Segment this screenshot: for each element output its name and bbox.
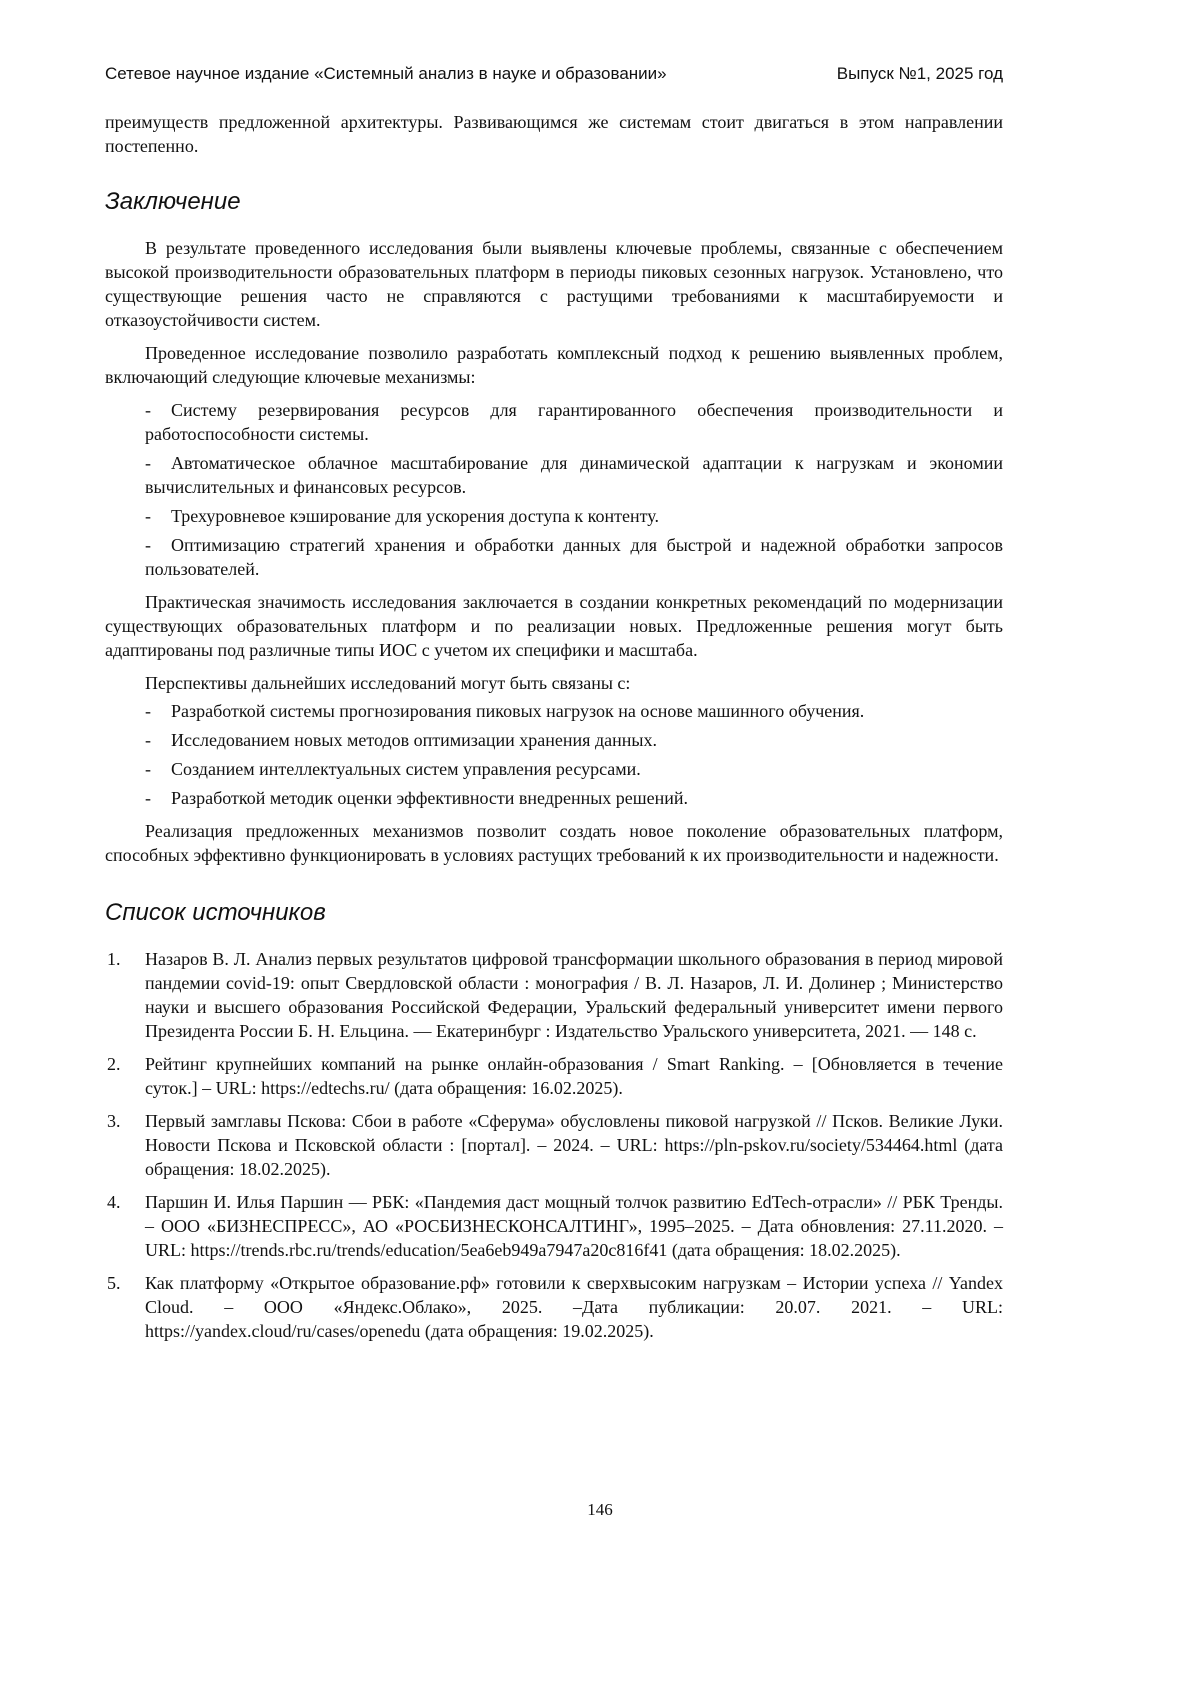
list-item-text: Созданием интеллектуальных систем управления ресурсами. [171,759,641,779]
bullet-dash: - [145,699,171,723]
reference-item [105,1190,1003,1262]
list-item [145,728,1003,752]
paragraph: В результате проведенного исследования были выявлены ключевые проблемы, связанные с обеспечением высокой производительности образовательных платформ в периоды пиковых сезонных нагрузок. Установлено, что существующие решения часто не справляются с растущими требованиями к масштабируемости и отказоустойчивости систем. [105,236,1003,332]
bullet-dash: - [145,757,171,781]
page-content [105,110,1003,1352]
paragraph: Практическая значимость исследования заключается в создании конкретных рекомендаций по модернизации существующих образовательных платформ и по реализации новых. Предложенные решения могут быть адаптированы под различные типы ИОС с учетом их специфики и масштаба. [105,590,1003,662]
reference-text: Рейтинг крупнейших компаний на рынке онлайн-образования / Smart Ranking. – [Обновляется в течение суток.] – URL: https://edtechs.ru/ (дата обращения: 16.02.2025). [145,1054,1003,1098]
list-item [145,699,1003,723]
journal-title: Сетевое научное издание «Системный анализ в науке и образовании» [105,64,667,84]
reference-text: Первый замглавы Пскова: Сбои в работе «Сферума» обусловлены пиковой нагрузкой // Псков. Великие Луки. Новости Пскова и Псковской области : [портал]. – 2024. – URL: https://pln-pskov.ru/society/534464.html (дата обращения: 18.02.2025). [145,1111,1003,1179]
reference-number: 5. [107,1271,121,1295]
bullet-dash: - [145,533,171,557]
bullet-dash: - [145,451,171,475]
list-item-text: Оптимизацию стратегий хранения и обработки данных для быстрой и надежной обработки запросов пользователей. [145,535,1003,579]
paragraph: Реализация предложенных механизмов позволит создать новое поколение образовательных платформ, способных эффективно функционировать в условиях растущих требований к их производительности и надежности. [105,819,1003,867]
list-item [145,451,1003,499]
reference-text: Назаров В. Л. Анализ первых результатов цифровой трансформации школьного образования в период мировой пандемии covid-19: опыт Свердловской области : монография / В. Л. Назаров, Л. И. Долинер ; Министерство науки и высшего образования Российской Федерации, Уральский федеральный университет имени первого Президента России Б. Н. Ельцина. — Екатеринбург : Издательство Уральского университета, 2021. — 148 с. [145,949,1003,1041]
list-item-text: Исследованием новых методов оптимизации хранения данных. [171,730,657,750]
reference-number: 1. [107,947,121,971]
list-item [145,786,1003,810]
list-item-text: Автоматическое облачное масштабирование для динамической адаптации к нагрузкам и экономии вычислительных и финансовых ресурсов. [145,453,1003,497]
reference-number: 2. [107,1052,121,1076]
references-heading: Список источников [105,901,1003,925]
reference-item [105,1271,1003,1343]
list-item [145,533,1003,581]
bullet-dash: - [145,786,171,810]
page-number: 146 [0,1500,1200,1520]
bullet-dash: - [145,398,171,422]
reference-item [105,1109,1003,1181]
reference-number: 3. [107,1109,121,1133]
bullet-dash: - [145,504,171,528]
list-item-text: Разработкой методик оценки эффективности внедренных решений. [171,788,688,808]
reference-item [105,947,1003,1043]
paragraph: Проведенное исследование позволило разработать комплексный подход к решению выявленных проблем, включающий следующие ключевые механизмы: [105,341,1003,389]
list-item [145,504,1003,528]
reference-text: Как платформу «Открытое образование.рф» готовили к сверхвысоким нагрузкам – Истории успеха // Yandex Cloud. – ООО «Яндекс.Облако», 2025. –Дата публикации: 20.07. 2021. – URL: https://yandex.cloud/ru/cases/openedu (дата обращения: 19.02.2025). [145,1273,1003,1341]
list-item [145,757,1003,781]
conclusion-heading: Заключение [105,190,1003,214]
issue-label: Выпуск №1, 2025 год [837,64,1003,84]
references-list [105,947,1003,1343]
mechanisms-list [105,398,1003,581]
reference-item [105,1052,1003,1100]
list-item [145,398,1003,446]
list-item-text: Разработкой системы прогнозирования пиковых нагрузок на основе машинного обучения. [171,701,864,721]
reference-number: 4. [107,1190,121,1214]
bullet-dash: - [145,728,171,752]
list-item-text: Систему резервирования ресурсов для гарантированного обеспечения производительности и работоспособности системы. [145,400,1003,444]
list-item-text: Трехуровневое кэширование для ускорения доступа к контенту. [171,506,659,526]
paragraph: Перспективы дальнейших исследований могут быть связаны с: [105,671,1003,695]
intro-paragraph: преимуществ предложенной архитектуры. Развивающимся же системам стоит двигаться в этом направлении постепенно. [105,110,1003,158]
reference-text: Паршин И. Илья Паршин — РБК: «Пандемия даст мощный толчок развитию EdTech-отрасли» // РБК Тренды. – ООО «БИЗНЕСПРЕСС», АО «РОСБИЗНЕСКОНСАЛТИНГ», 1995–2025. – Дата обновления: 27.11.2020. – URL: https://trends.rbc.ru/trends/education/5ea6eb949a7947a20c816f41 (дата обращения: 18.02.2025). [145,1192,1003,1260]
running-header [105,64,1003,84]
prospects-list [105,699,1003,810]
